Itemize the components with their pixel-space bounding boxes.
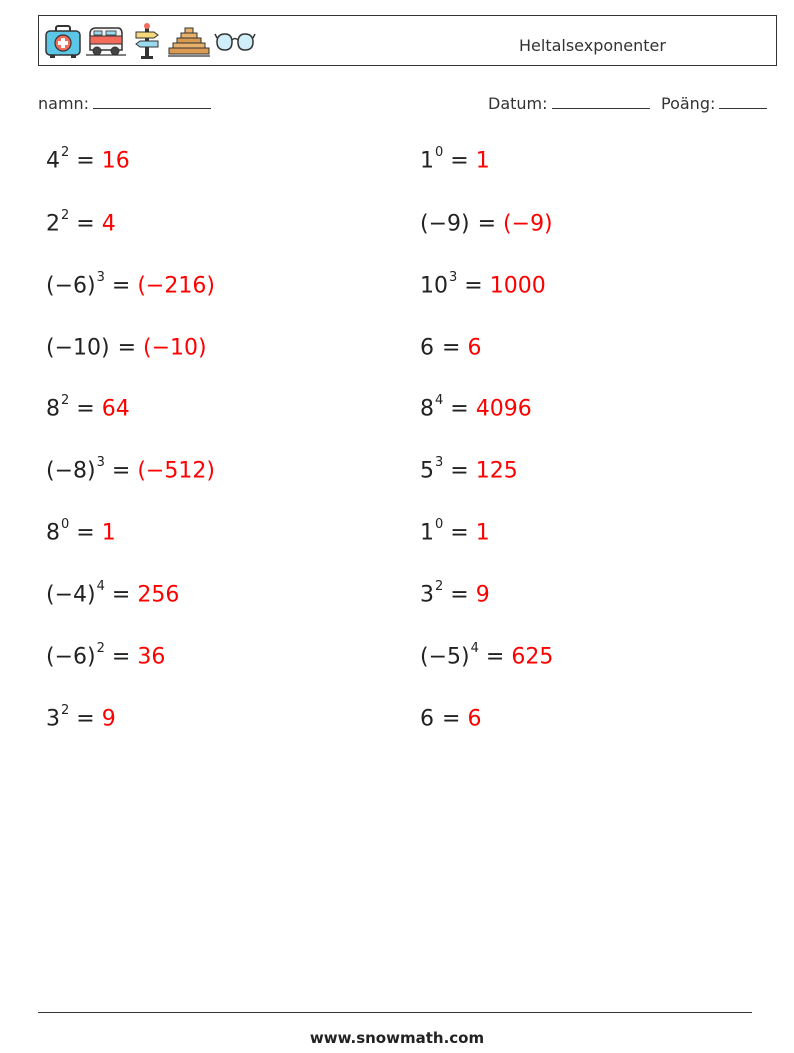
problem-right-4 (420, 335, 481, 360)
equals-sign: = (111, 458, 131, 484)
equals-sign: = (464, 273, 483, 299)
problem-exponent: 4 (435, 393, 444, 408)
problem-exponent: 2 (61, 393, 70, 408)
equals-sign: = (450, 520, 469, 546)
equals-sign: = (76, 396, 95, 422)
equals-sign: = (450, 396, 469, 422)
worksheet-title: Heltalsexponenter (519, 36, 666, 55)
problem-left-8 (46, 579, 180, 608)
problem-answer: 9 (101, 706, 116, 732)
problem-answer: (−9) (503, 211, 553, 237)
equals-sign: = (111, 582, 131, 608)
name-label: namn: (38, 94, 90, 113)
problem-base: 8 (420, 396, 434, 422)
first-aid-kit-icon (44, 22, 82, 60)
equals-sign: = (76, 520, 95, 546)
problem-left-2 (46, 208, 116, 237)
problem-exponent: 3 (449, 270, 458, 285)
equals-sign: = (111, 644, 131, 670)
problem-base: (−5) (420, 644, 470, 670)
date-line (552, 94, 650, 109)
signpost-icon (130, 22, 164, 60)
problem-answer: 125 (475, 458, 518, 484)
equals-sign: = (450, 148, 469, 174)
problem-left-4 (46, 335, 207, 360)
problem-exponent: 3 (435, 455, 444, 470)
equals-sign: = (450, 582, 469, 608)
problem-right-8 (420, 579, 490, 608)
problem-answer: 36 (137, 644, 166, 670)
problem-right-3 (420, 270, 546, 299)
problem-exponent: 0 (435, 517, 444, 532)
problem-base: (−9) (420, 211, 470, 237)
worksheet-header (38, 15, 777, 66)
equals-sign: = (76, 211, 95, 237)
equals-sign: = (117, 335, 137, 361)
problem-answer: 6 (467, 706, 482, 732)
problem-exponent: 2 (435, 579, 444, 594)
glasses-icon (214, 22, 256, 60)
header-icons (44, 21, 256, 61)
problem-left-7 (46, 517, 116, 546)
pyramid-icon (168, 22, 210, 60)
camper-van-icon (86, 22, 126, 60)
problem-left-6 (46, 455, 215, 484)
problem-answer: 1 (101, 520, 116, 546)
problem-answer: 625 (511, 644, 554, 670)
problem-base: 1 (420, 148, 434, 174)
equals-sign: = (442, 335, 461, 361)
problem-base: 8 (46, 520, 60, 546)
problem-left-9 (46, 641, 166, 670)
problem-answer: (−512) (137, 458, 215, 484)
problem-left-3 (46, 270, 215, 299)
score-label: Poäng: (661, 94, 716, 113)
equals-sign: = (111, 273, 131, 299)
problem-base: (−4) (46, 582, 96, 608)
equals-sign: = (450, 458, 469, 484)
problem-exponent: 2 (61, 145, 70, 160)
problem-right-6 (420, 455, 518, 484)
equals-sign: = (442, 706, 461, 732)
problem-exponent: 2 (61, 208, 70, 223)
problem-answer: (−216) (137, 273, 215, 299)
name-line (93, 94, 211, 109)
problem-answer: (−10) (143, 335, 207, 361)
problem-base: 3 (420, 582, 434, 608)
equals-sign: = (76, 706, 95, 732)
problem-base: (−6) (46, 644, 96, 670)
problem-left-1 (46, 145, 130, 174)
problem-base: 8 (46, 396, 60, 422)
problem-base: 3 (46, 706, 60, 732)
problem-answer: 1 (475, 148, 490, 174)
problem-answer: 6 (467, 335, 482, 361)
problem-answer: 9 (475, 582, 490, 608)
problem-exponent: 3 (96, 455, 105, 470)
problem-answer: 16 (101, 148, 130, 174)
problem-left-10 (46, 703, 116, 732)
equals-sign: = (477, 211, 497, 237)
problem-exponent: 3 (96, 270, 105, 285)
problem-exponent: 0 (435, 145, 444, 160)
problem-base: 10 (420, 273, 448, 299)
equals-sign: = (485, 644, 505, 670)
problem-answer: 64 (101, 396, 130, 422)
equals-sign: = (76, 148, 95, 174)
problem-left-5 (46, 393, 130, 422)
problem-exponent: 4 (470, 641, 479, 656)
problem-answer: 4 (101, 211, 116, 237)
problem-exponent: 0 (61, 517, 70, 532)
problem-exponent: 4 (96, 579, 105, 594)
problem-right-1 (420, 145, 490, 174)
problem-answer: 256 (137, 582, 180, 608)
date-label: Datum: (488, 94, 548, 113)
score-line (719, 94, 767, 109)
problem-right-7 (420, 517, 490, 546)
problem-right-10 (420, 706, 481, 731)
problem-answer: 1 (475, 520, 490, 546)
problem-base: 1 (420, 520, 434, 546)
problem-base: 4 (46, 148, 60, 174)
problem-base: 5 (420, 458, 434, 484)
problem-right-5 (420, 393, 532, 422)
problem-answer: 1000 (489, 273, 546, 299)
name-field (38, 94, 211, 113)
score-field (661, 94, 767, 113)
problem-base: (−10) (46, 335, 110, 361)
problem-base: 2 (46, 211, 60, 237)
date-field (488, 94, 650, 113)
problem-base: 6 (420, 335, 434, 361)
problem-exponent: 2 (61, 703, 70, 718)
problem-exponent: 2 (96, 641, 105, 656)
problem-base: (−6) (46, 273, 96, 299)
problem-base: (−8) (46, 458, 96, 484)
footer-website: www.snowmath.com (309, 1029, 485, 1047)
problem-right-9 (420, 641, 554, 670)
problem-base: 6 (420, 706, 434, 732)
problem-right-2 (420, 211, 553, 236)
problem-answer: 4096 (475, 396, 532, 422)
footer-divider (38, 1012, 752, 1013)
